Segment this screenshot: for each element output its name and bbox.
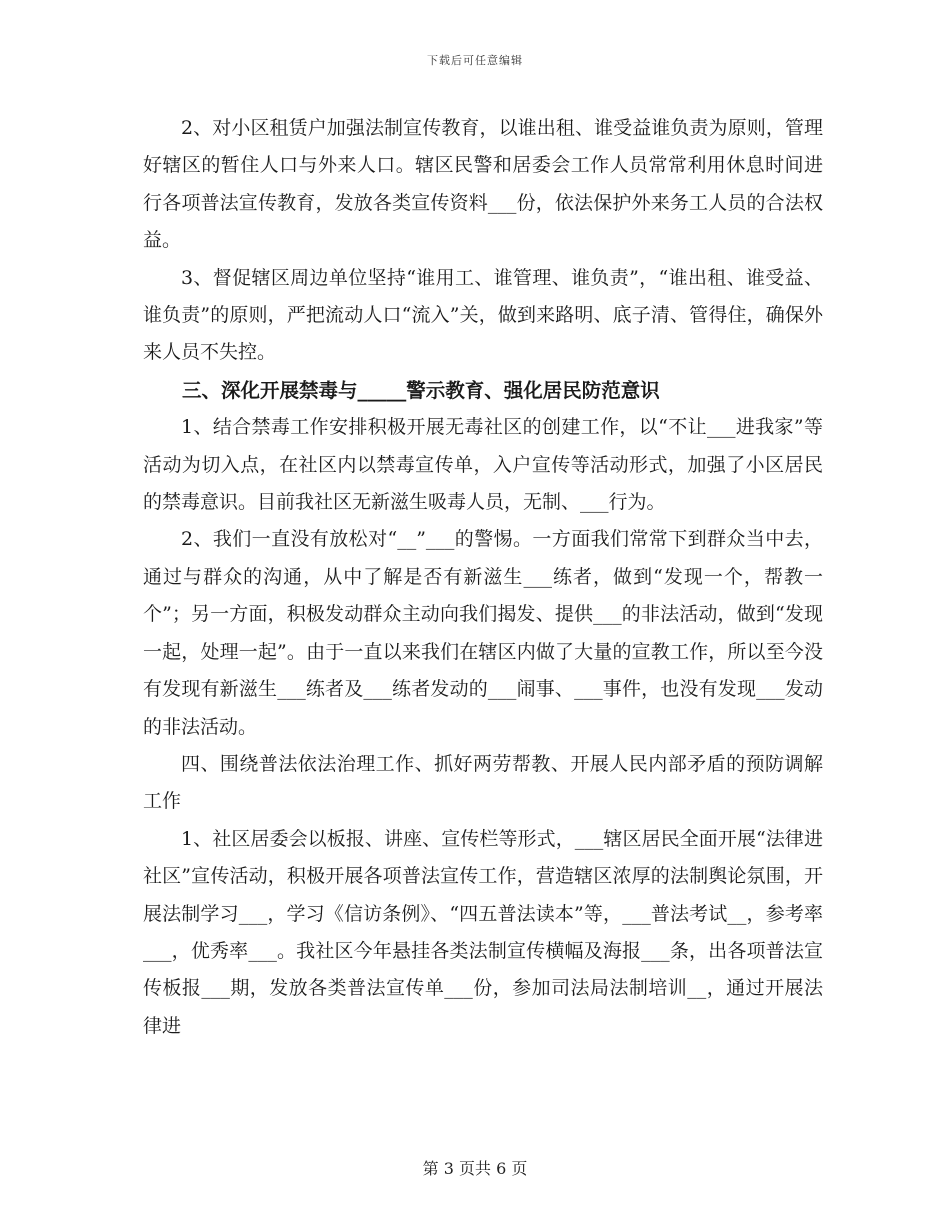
paragraph-vigilance: 2、我们一直没有放松对“__”___的警惕。一方面我们常常下到群众当中去，通过与群众的沟通，从中了解是否有新滋生___练者，做到“发现一个，帮教一个”；另一方面，积极发动群众主动向我们揭发、提供___的非法活动，做到“发现一起，处理一起”。由于一直以来我们在辖区内做了大量的宣教工作，所以至今没有发现有新滋生___练者及___练者发动的___闹事、___事件，也没有发现___发动的非法活动。 bbox=[143, 528, 823, 738]
paragraph-rental-education: 2、对小区租赁户加强法制宣传教育，以谁出租、谁受益谁负责为原则，管理好辖区的暂住人口与外来人口。辖区民警和居委会工作人员常常利用休息时间进行各项普法宣传教育，发放各类宣传资料___份，依法保护外来务工人员的合法权益。 bbox=[143, 117, 823, 252]
page-footer: 第 3 页共 6 页 bbox=[422, 1159, 528, 1178]
paragraph-surrounding-units: 3、督促辖区周边单位坚持“谁用工、谁管理、谁负责”，“谁出租、谁受益、谁负责”的原则，严把流动人口“流入”关，做到来路明、底子清、管得住，确保外来人员不失控。 bbox=[143, 266, 823, 364]
section-heading-drug-control: 三、深化开展禁毒与_____警示教育、强化居民防范意识 bbox=[182, 378, 660, 402]
page-header: 下载后可任意编辑 bbox=[427, 54, 523, 67]
section-heading-legal-education: 四、围绕普法依法治理工作、抓好两劳帮教、开展人民内部矛盾的预防调解工作 bbox=[143, 752, 823, 813]
paragraph-drug-free-community: 1、结合禁毒工作安排积极开展无毒社区的创建工作，以“不让___进我家”等活动为切入点，在社区内以禁毒宣传单，入户宣传等活动形式，加强了小区居民的禁毒意识。目前我社区无新滋生吸毒人员，无制、___行为。 bbox=[143, 416, 823, 514]
document-body bbox=[143, 110, 823, 1045]
paragraph-legal-campaign: 1、社区居委会以板报、讲座、宣传栏等形式，___辖区居民全面开展“法律进社区”宣传活动，积极开展各项普法宣传工作，营造辖区浓厚的法制舆论氛围，开展法制学习___，学习《信访条例》、“四五普法读本”等，___普法考试__，参考率___，优秀率___。我社区今年悬挂各类法制宣传横幅及海报___条，出各项普法宣传板报___期，发放各类普法宣传单___份，参加司法局法制培训__，通过开展法律进 bbox=[143, 827, 823, 1037]
